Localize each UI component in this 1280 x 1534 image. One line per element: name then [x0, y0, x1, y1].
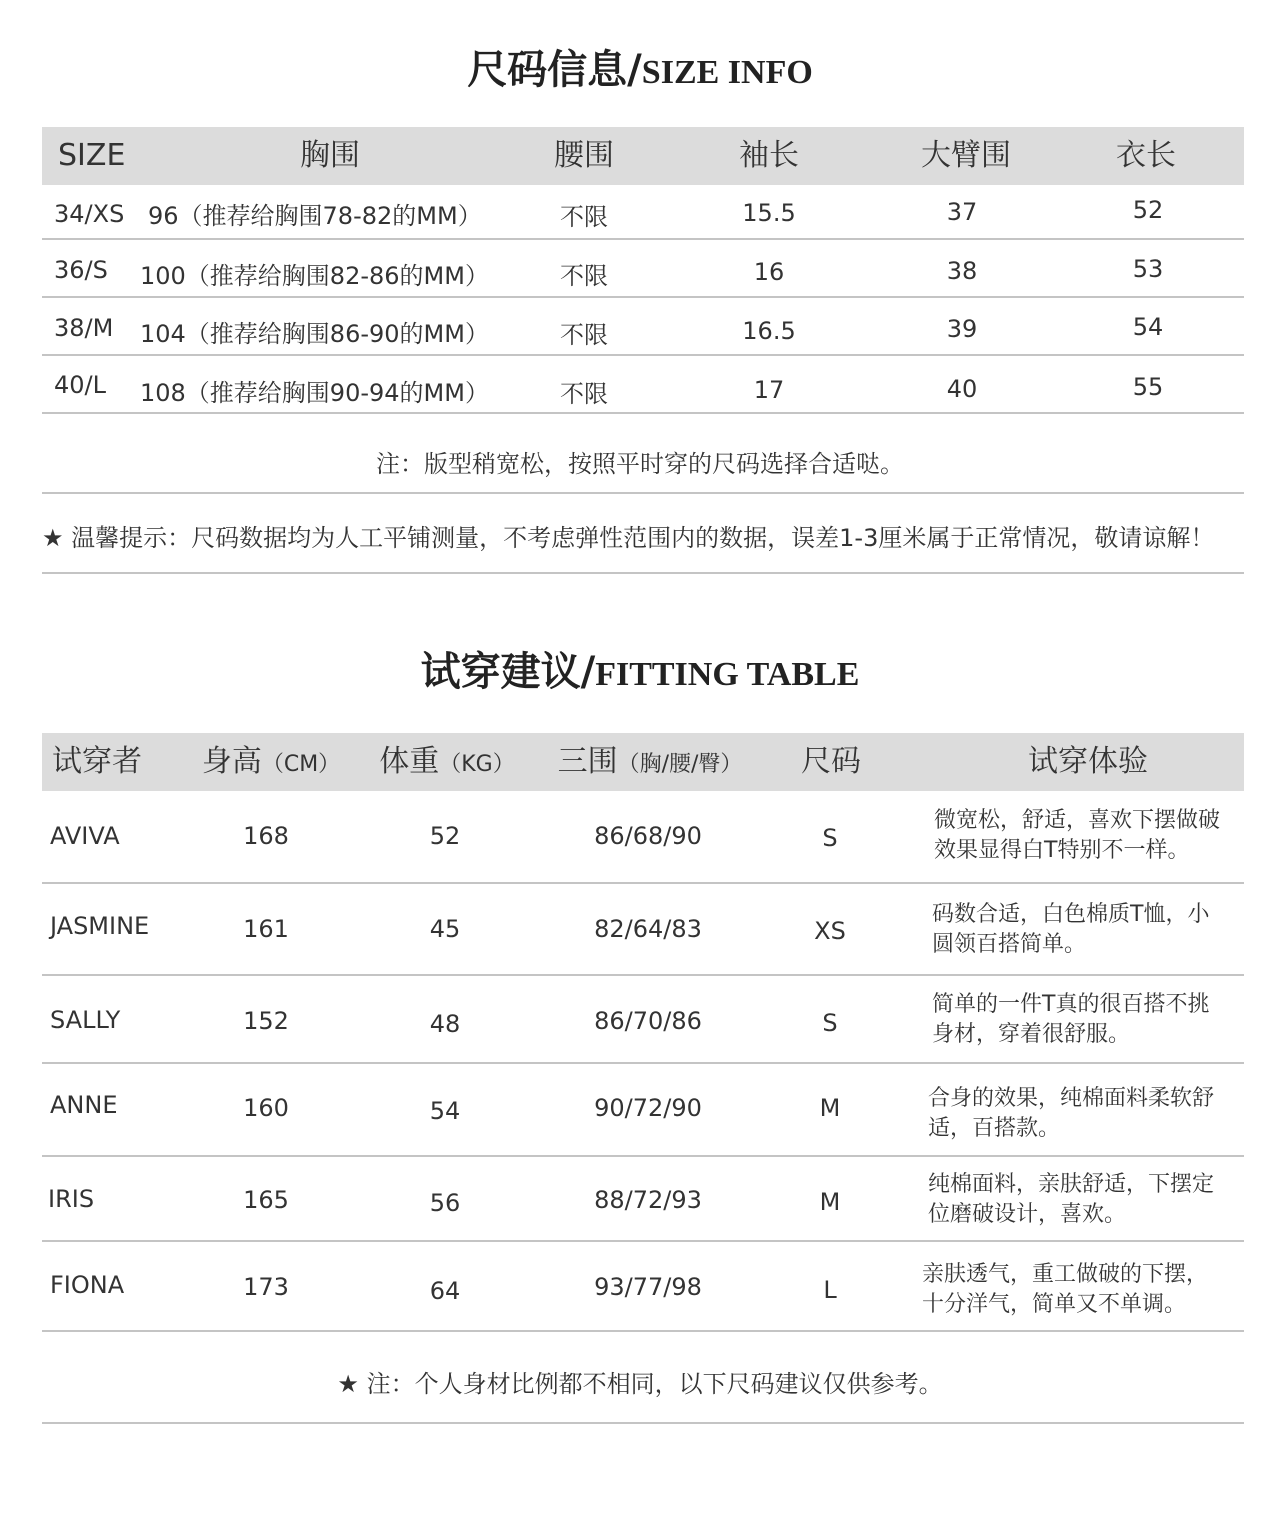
header-height-label: 身高 — [201, 744, 262, 779]
header-waist: 腰围 — [554, 138, 614, 173]
waist-value: 不限 — [560, 380, 608, 408]
weight-value: 54 — [429, 1097, 461, 1125]
arm-value: 37 — [946, 198, 978, 226]
size-table-header — [42, 127, 1244, 185]
experience-text — [934, 806, 1258, 866]
header-weight-unit: （KG） — [439, 752, 515, 777]
length-value: 52 — [1132, 196, 1164, 224]
fitting-title — [0, 640, 1280, 697]
header-length: 衣长 — [1116, 138, 1176, 173]
fitting-note: ★ 注：个人身材比例都不相同，以下尺码建议仅供参考。 — [337, 1370, 943, 1398]
header-upper-arm: 大臂围 — [921, 138, 1011, 173]
tester-name: JASMINE — [50, 912, 150, 940]
header-experience: 试穿体验 — [1028, 744, 1148, 779]
tester-name: SALLY — [50, 1006, 121, 1034]
weight-value: 45 — [429, 915, 461, 943]
length-value: 54 — [1132, 313, 1164, 341]
experience-line: 十分洋气，简单又不单调。 — [922, 1292, 1187, 1317]
length-value: 55 — [1132, 373, 1164, 401]
divider — [42, 1330, 1244, 1332]
experience-line: 效果显得白T特别不一样。 — [934, 838, 1190, 863]
height-value: 173 — [243, 1273, 289, 1301]
header-bust: 胸围 — [300, 138, 360, 173]
tester-name: IRIS — [48, 1185, 95, 1213]
measurements-value: 82/64/83 — [594, 915, 702, 943]
tester-name: ANNE — [50, 1091, 118, 1119]
bust-value: 96（推荐给胸围78-82的MM） — [148, 202, 482, 230]
experience-line: 码数合适，白色棉质T恤，小 — [932, 902, 1210, 927]
experience-line: 亲肤透气，重工做破的下摆， — [922, 1262, 1209, 1287]
arm-value: 39 — [946, 315, 978, 343]
height-value: 165 — [243, 1186, 289, 1214]
experience-line: 圆领百搭简单。 — [932, 932, 1087, 957]
divider — [42, 1062, 1244, 1064]
header-tester: 试穿者 — [52, 744, 142, 779]
waist-value: 不限 — [560, 203, 608, 231]
measurements-value: 93/77/98 — [594, 1273, 702, 1301]
height-value: 160 — [243, 1094, 289, 1122]
experience-line: 适，百搭款。 — [928, 1116, 1061, 1141]
fitting-title-en: FITTING TABLE — [595, 656, 860, 693]
experience-text — [932, 990, 1256, 1050]
measurements-value: 90/72/90 — [594, 1094, 702, 1122]
bust-value: 104（推荐给胸围86-90的MM） — [140, 320, 489, 348]
size-label: 36/S — [54, 256, 108, 284]
divider — [42, 296, 1244, 298]
sleeve-value: 16 — [753, 258, 785, 286]
header-measurements — [558, 733, 743, 794]
experience-line: 位磨破设计，喜欢。 — [928, 1202, 1127, 1227]
size-value: S — [822, 824, 838, 852]
experience-line: 合身的效果，纯棉面料柔软舒 — [928, 1086, 1215, 1111]
size-info-title-en: SIZE INFO — [641, 54, 813, 91]
measurements-value: 88/72/93 — [594, 1186, 702, 1214]
weight-value: 56 — [429, 1189, 461, 1217]
size-value: XS — [814, 917, 846, 945]
divider — [42, 1422, 1244, 1424]
size-note: 注：版型稍宽松，按照平时穿的尺码选择合适哒。 — [376, 450, 904, 478]
divider — [42, 492, 1244, 494]
experience-text — [922, 1260, 1246, 1320]
experience-line: 简单的一件T真的很百搭不挑 — [932, 992, 1210, 1017]
sleeve-value: 17 — [753, 376, 785, 404]
experience-text — [932, 900, 1256, 960]
header-height-unit: （CM） — [261, 752, 341, 777]
header-weight — [379, 733, 514, 794]
size-label: 38/M — [54, 314, 114, 342]
height-value: 168 — [243, 822, 289, 850]
weight-value: 52 — [429, 822, 461, 850]
header-weight-label: 体重 — [379, 744, 440, 779]
arm-value: 40 — [946, 375, 978, 403]
sleeve-value: 16.5 — [742, 317, 796, 345]
size-value: L — [823, 1276, 837, 1304]
arm-value: 38 — [946, 257, 978, 285]
measurements-value: 86/70/86 — [594, 1007, 702, 1035]
sleeve-value: 15.5 — [742, 199, 796, 227]
size-value: M — [819, 1094, 841, 1122]
tester-name: FIONA — [50, 1271, 125, 1299]
header-size: SIZE — [58, 138, 126, 173]
divider — [42, 1155, 1244, 1157]
divider — [42, 1240, 1244, 1242]
length-value: 53 — [1132, 255, 1164, 283]
header-height — [202, 733, 340, 794]
divider — [42, 974, 1244, 976]
bust-value: 100（推荐给胸围82-86的MM） — [140, 262, 489, 290]
divider — [42, 238, 1244, 240]
size-label: 40/L — [54, 371, 106, 399]
experience-line: 微宽松，舒适，喜欢下摆做破 — [934, 808, 1221, 833]
fitting-table-header — [42, 733, 1244, 791]
experience-line: 身材，穿着很舒服。 — [932, 1022, 1131, 1047]
waist-value: 不限 — [560, 321, 608, 349]
size-info-title — [0, 38, 1280, 95]
fitting-title-cn: 试穿建议/ — [420, 649, 596, 695]
height-value: 161 — [243, 915, 289, 943]
weight-value: 64 — [429, 1277, 461, 1305]
divider — [42, 412, 1244, 414]
waist-value: 不限 — [560, 262, 608, 290]
size-info-title-cn: 尺码信息/ — [467, 47, 642, 93]
height-value: 152 — [243, 1007, 289, 1035]
header-measurements-unit: （胸/腰/臀） — [617, 752, 743, 777]
header-measurements-label: 三围 — [557, 744, 618, 779]
divider — [42, 882, 1244, 884]
divider — [42, 572, 1244, 574]
size-tip: ★ 温馨提示：尺码数据均为人工平铺测量，不考虑弹性范围内的数据，误差1-3厘米属于正常情况，敬请谅解！ — [42, 524, 1215, 552]
size-value: M — [819, 1188, 841, 1216]
experience-text — [928, 1170, 1252, 1230]
size-value: S — [822, 1009, 838, 1037]
bust-value: 108（推荐给胸围90-94的MM） — [140, 379, 489, 407]
size-label: 34/XS — [54, 200, 125, 228]
header-sleeve: 袖长 — [739, 138, 799, 173]
tester-name: AVIVA — [50, 822, 120, 850]
experience-line: 纯棉面料，亲肤舒适，下摆定 — [928, 1172, 1215, 1197]
divider — [42, 354, 1244, 356]
weight-value: 48 — [429, 1010, 461, 1038]
measurements-value: 86/68/90 — [594, 822, 702, 850]
experience-text — [928, 1084, 1252, 1144]
header-size: 尺码 — [801, 744, 861, 779]
